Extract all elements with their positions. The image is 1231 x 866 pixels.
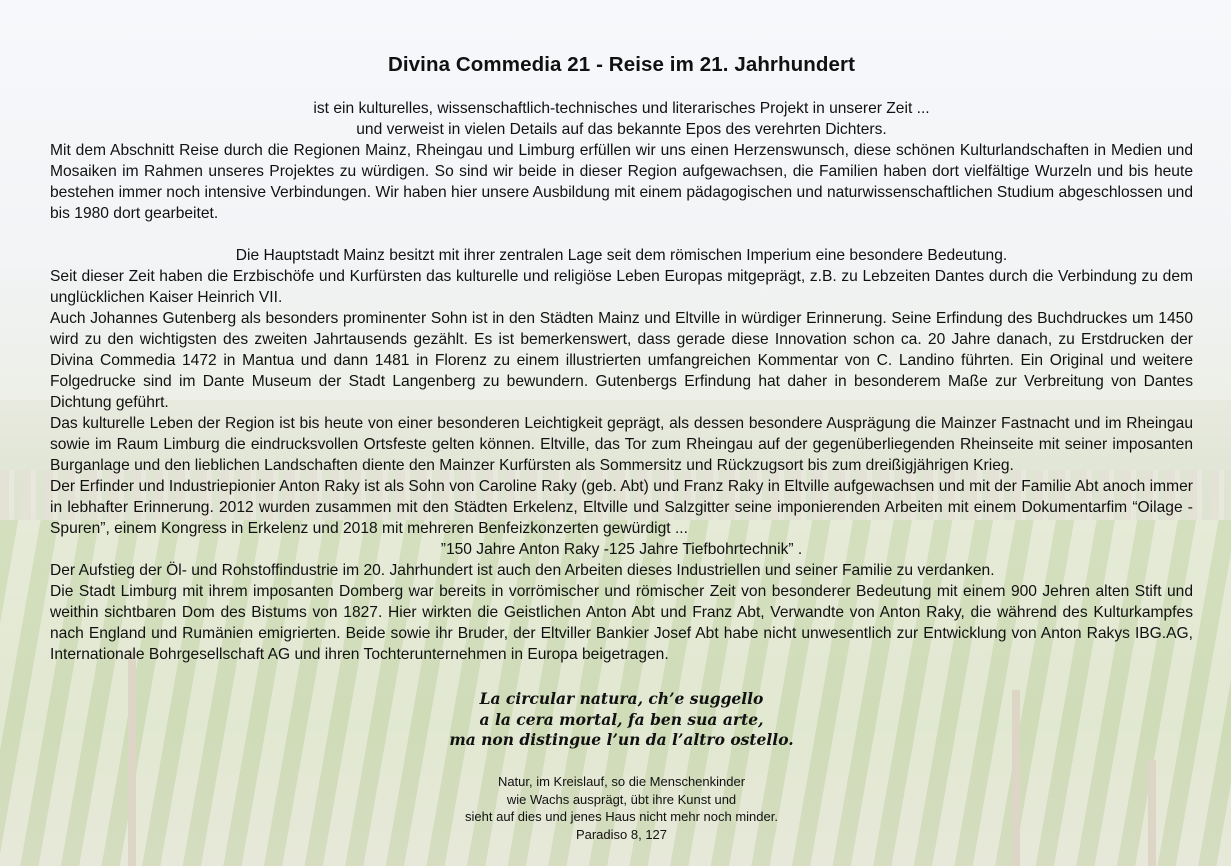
- paragraph-culture: Das kulturelle Leben der Region ist bis heute von einer besonderen Leichtigkeit geprägt, als dessen besondere Ausprägung die Mainzer Fastnacht und im Rheingau sowie im Raum Limburg die eindrucksvollen Ortsfeste gelten können. Eltville, das Tor zum Rheingau auf der gegenüberliegenden Rheinseite mit seiner imposanten Burganlage und den lieblichen Landschaften diente den Mainzer Kurfürsten als Sommersitz und Rückzugsort bis zum dreißigjährigen Krieg.: [50, 415, 1193, 474]
- verse-line-3: ma non distingue l’un da l’altro ostello.: [449, 730, 794, 749]
- body-text: [50, 140, 1193, 665]
- verse-line-2: a la cera mortal, fa ben sua arte,: [479, 709, 764, 729]
- paragraph-mainz-heading: Die Hauptstadt Mainz besitzt mit ihrer zentralen Lage seit dem römischen Imperium eine besondere Bedeutung.: [235, 247, 1008, 264]
- page-title: Divina Commedia 21 - Reise im 21. Jahrhundert: [387, 53, 856, 76]
- dante-verse: [0, 689, 1231, 751]
- intro-line-1: ist ein kulturelles, wissenschaftlich-technisches und literarisches Projekt in unserer Zeit ...: [313, 100, 930, 117]
- paragraph-limburg: Die Stadt Limburg mit ihrem imposanten Domberg war bereits in vorrömischer und römischer Zeit von besonderer Bedeutung mit einem 900 Jehren alten Stift und weithin sichtbaren Dom des Bistums von 1827. Hier wirkten die Geistlichen Anton Abt und Franz Abt, Verwandte von Anton Raky, die während des Kulturkampfes nach England und Rumänien emigrierten. Beide sowie ihr Bruder, der Eltviller Bankier Josef Abt habe nicht unwesentlich zur Entwicklung von Anton Rakys IBG.AG, Internationale Bohrgesellschaft AG und ihren Tochterunternehmen in Europa beigetragen.: [50, 583, 1193, 663]
- paragraph-anniversary: ”150 Jahre Anton Raky -125 Jahre Tiefbohrtechnik” .: [440, 541, 803, 558]
- intro-line-2: und verweist in vielen Details auf das bekannte Epos des verehrten Dichters.: [356, 121, 887, 138]
- translation-line-1: Natur, im Kreislauf, so die Menschenkinder: [497, 774, 746, 789]
- paragraph-region-intro: Mit dem Abschnitt Reise durch die Regionen Mainz, Rheingau und Limburg erfüllen wir uns einen Herzenswunsch, diese schönen Kulturlandschaften in Medien und Mosaiken im Rahmen unseres Projektes zu würdigen. So sind wir beide in dieser Region aufgewachsen, die Familien haben dort vielfältige Wurzeln und bis heute bestehen immer noch intensive Verbindungen. Wir haben hier unsere Ausbildung mit einem pädagogischen und naturwissenschaftlichen Studium abgeschlossen und bis 1980 dort gearbeitet.: [50, 142, 1193, 222]
- paragraph-industry: Der Aufstieg der Öl- und Rohstoffindustrie im 20. Jahrhundert ist auch den Arbeiten dieses Industriellen und seiner Familie zu verdanken.: [50, 562, 995, 579]
- translation-line-3: sieht auf dies und jenes Haus nicht mehr noch minder.: [465, 809, 778, 824]
- paragraph-gutenberg: Auch Johannes Gutenberg als besonders prominenter Sohn ist in den Städten Mainz und Eltville in würdiger Erinnerung. Seine Erfindung des Buchdruckes um 1450 wird zu den wichtigsten des zweiten Jahrtausends gezählt. Es ist bemerkenswert, dass gerade diese Innovation schon ca. 20 Jahre danach, zu Erstdrucken der Divina Commedia 1472 in Mantua und dann 1481 in Florenz zu einem illustrierten umfangreichen Kommentar von C. Landino führten. Ein Original und weitere Folgedrucke sind im Dante Museum der Stadt Langenberg zu bewundern. Gutenbergs Erfindung hat daher in besonderem Maße zur Verbreitung von Dantes Dichtung geführt.: [50, 310, 1193, 411]
- verse-line-1: La circular natura, ch’e suggello: [479, 689, 764, 708]
- verse-translation: [0, 773, 1231, 843]
- translation-line-2: wie Wachs ausprägt, übt ihre Kunst und: [506, 791, 737, 807]
- verse-citation: Paradiso 8, 127: [575, 826, 668, 842]
- paragraph-anton-raky: Der Erfinder und Industriepionier Anton Raky ist als Sohn von Caroline Raky (geb. Abt) und Franz Raky in Eltville aufgewachsen und mit der Familie Abt anoch immer in lebhafter Erinnerung. 2012 wurden zusammen mit den Städten Erkelenz, Eltville und Salzgitter seine imponierenden Arbeiten mit einem Dokumentarfim “Oilage - Spuren”, einem Kongress in Erkelenz und 2018 mit mehreren Benfeizkonzerten gewürdigt ...: [50, 478, 1193, 537]
- paragraph-mainz-history: Seit dieser Zeit haben die Erzbischöfe und Kurfürsten das kulturelle und religiöse Leben Europas mitgeprägt, z.B. zu Lebzeiten Dantes durch die Verbindung zu dem unglücklichen Kaiser Heinrich VII.: [50, 268, 1193, 306]
